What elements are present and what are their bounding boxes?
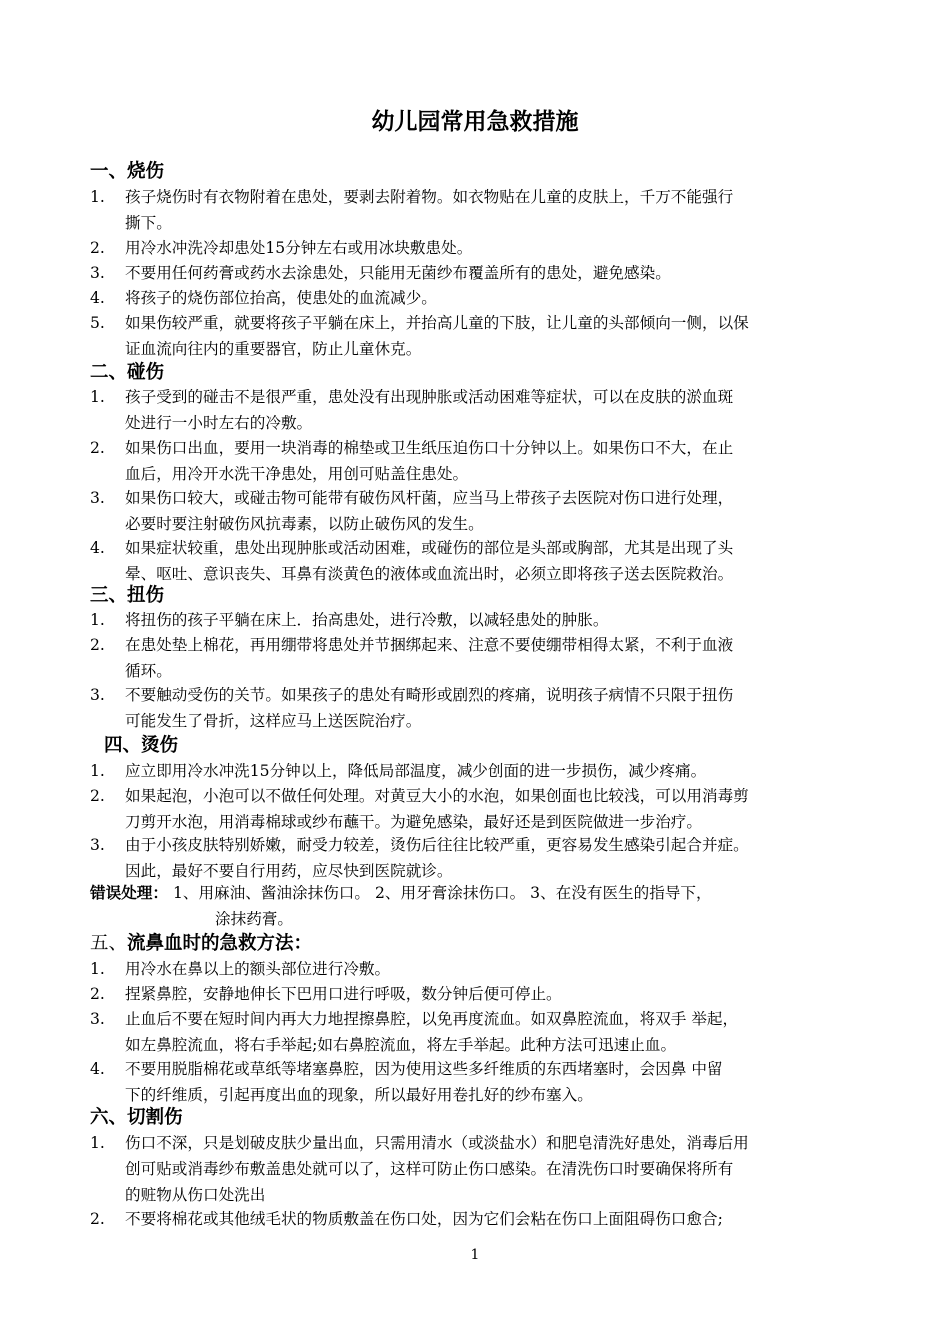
item-line: 处进行一小时左右的冷敷。	[125, 414, 313, 432]
item-line: 证血流向往内的重要器官，防止儿童休克。	[125, 340, 422, 358]
item-number: 1.	[90, 762, 105, 780]
wrong-treatment-continuation: 涂抹药膏。	[215, 910, 293, 928]
item-number: 2.	[90, 1210, 105, 1228]
section-number: 五、	[90, 933, 128, 954]
item-line: 在患处垫上棉花，再用绷带将患处并节捆绑起来、注意不要使绷带相得太紧，不利于血液	[125, 636, 734, 654]
item-line: 捏紧鼻腔，安静地伸长下巴用口进行呼吸，数分钟后便可停止。	[125, 985, 562, 1003]
item-line: 晕、呕吐、意识丧失、耳鼻有淡黄色的液体或血流出时，必须立即将孩子送去医院救治。	[125, 565, 734, 583]
item-number: 2.	[90, 239, 105, 257]
page-title: 幼儿园常用急救措施	[371, 109, 579, 135]
item-number: 2.	[90, 439, 105, 457]
item-number: 2.	[90, 985, 105, 1003]
section-heading-bruises: 二、碰伤	[90, 362, 165, 383]
item-number: 1.	[90, 1134, 105, 1152]
section-heading-nosebleed	[90, 931, 312, 957]
item-line: 血后，用冷开水洗干净患处，用创可贴盖住患处。	[125, 465, 469, 483]
item-number: 4.	[90, 1060, 105, 1078]
item-number: 4.	[90, 539, 105, 557]
item-number: 2.	[90, 787, 105, 805]
item-line: 可能发生了骨折，这样应马上送医院治疗。	[125, 712, 422, 730]
section-title: 流鼻血时的急救方法：	[127, 933, 313, 954]
item-line: 将扭伤的孩子平躺在床上．抬高患处，进行冷敷，以减轻患处的肿胀。	[125, 611, 609, 629]
item-number: 1.	[90, 960, 105, 978]
item-line: 不要触动受伤的关节。如果孩子的患处有畸形或剧烈的疼痛，说明孩子病情不只限于扭伤	[125, 686, 734, 704]
item-line: 如果症状较重，患处出现肿胀或活动困难，或碰伤的部位是头部或胸部，尤其是出现了头	[125, 539, 734, 557]
section-heading-cuts: 六、切割伤	[90, 1107, 183, 1128]
item-line: 不要将棉花或其他绒毛状的物质敷盖在伤口处，因为它们会粘在伤口上面阻碍伤口愈合;	[125, 1210, 723, 1228]
item-line: 下的纤维质，引起再度出血的现象，所以最好用卷扎好的纱布塞入。	[125, 1086, 593, 1104]
item-line: 如果伤口较大，或碰击物可能带有破伤风杆菌，应当马上带孩子去医院对伤口进行处理，	[125, 489, 734, 507]
item-line: 如果伤口出血，要用一块消毒的棉垫或卫生纸压迫伤口十分钟以上。如果伤口不大，在止	[125, 439, 734, 457]
wrong-treatment-label: 错误处理：	[90, 884, 168, 902]
item-line: 因此，最好不要自行用药，应尽快到医院就诊。	[125, 862, 453, 880]
item-line: 由于小孩皮肤特别娇嫩，耐受力较差，烫伤后往往比较严重，更容易发生感染引起合并症。	[125, 836, 749, 854]
item-line: 孩子受到的碰击不是很严重，患处没有出现肿胀或活动困难等症状，可以在皮肤的淤血斑	[125, 388, 734, 406]
item-number: 1.	[90, 188, 105, 206]
item-number: 3.	[90, 1010, 105, 1028]
item-line: 如果起泡，小泡可以不做任何处理。对黄豆大小的水泡，如果创面也比较浅，可以用消毒剪	[125, 787, 749, 805]
item-number: 4.	[90, 289, 105, 307]
item-number: 5.	[90, 314, 105, 332]
item-number: 1.	[90, 611, 105, 629]
item-line: 循环。	[125, 662, 172, 680]
section-heading-burns: 一、烧伤	[90, 161, 165, 182]
wrong-treatment-text: 1、用麻油、酱油涂抹伤口。 2、用牙膏涂抹伤口。 3、在没有医生的指导下，	[167, 884, 712, 902]
item-number: 3.	[90, 686, 105, 704]
section-heading-sprains: 三、扭伤	[90, 585, 165, 606]
item-line: 必要时要注射破伤风抗毒素，以防止破伤风的发生。	[125, 515, 484, 533]
item-line: 撕下。	[125, 214, 172, 232]
item-line: 不要用任何药膏或药水去涂患处，只能用无菌纱布覆盖所有的患处，避免感染。	[125, 264, 671, 282]
item-line: 如果伤较严重，就要将孩子平躺在床上，并抬高儿童的下肢，让儿童的头部倾向一侧，以保	[125, 314, 749, 332]
item-line: 孩子烧伤时有衣物附着在患处，要剥去附着物。如衣物贴在儿童的皮肤上，千万不能强行	[125, 188, 734, 206]
item-line: 伤口不深，只是划破皮肤少量出血，只需用清水（或淡盐水）和肥皂清洗好患处，消毒后用	[125, 1134, 749, 1152]
item-number: 3.	[90, 489, 105, 507]
item-line: 将孩子的烧伤部位抬高，使患处的血流减少。	[125, 289, 437, 307]
item-line: 刀剪开水泡，用消毒棉球或纱布蘸干。为避免感染，最好还是到医院做进一步治疗。	[125, 813, 702, 831]
item-line: 用冷水在鼻以上的额头部位进行冷敷。	[125, 960, 391, 978]
item-line: 应立即用冷水冲洗15分钟以上，降低局部温度，减少创面的进一步损伤，减少疼痛。	[125, 762, 707, 780]
item-number: 3.	[90, 836, 105, 854]
item-line: 用冷水冲洗冷却患处15分钟左右或用冰块敷患处。	[125, 239, 473, 257]
item-line: 不要用脱脂棉花或草纸等堵塞鼻腔，因为使用这些多纤维质的东西堵塞时，会因鼻 中留	[125, 1060, 723, 1078]
page-number: 1	[470, 1247, 480, 1263]
item-line: 的赃物从伤口处洗出	[125, 1186, 266, 1204]
wrong-treatment-note	[90, 880, 712, 906]
item-number: 2.	[90, 636, 105, 654]
item-number: 1.	[90, 388, 105, 406]
item-number: 3.	[90, 264, 105, 282]
item-line: 如左鼻腔流血，将右手举起;如右鼻腔流血，将左手举起。此种方法可迅速止血。	[125, 1036, 677, 1054]
item-line: 创可贴或消毒纱布敷盖患处就可以了，这样可防止伤口感染。在清洗伤口时要确保将所有	[125, 1160, 734, 1178]
item-line: 止血后不要在短时间内再大力地捏擦鼻腔，以免再度流血。如双鼻腔流血，将双手 举起，	[125, 1010, 739, 1028]
section-heading-scalds: 四、烫伤	[104, 735, 179, 756]
